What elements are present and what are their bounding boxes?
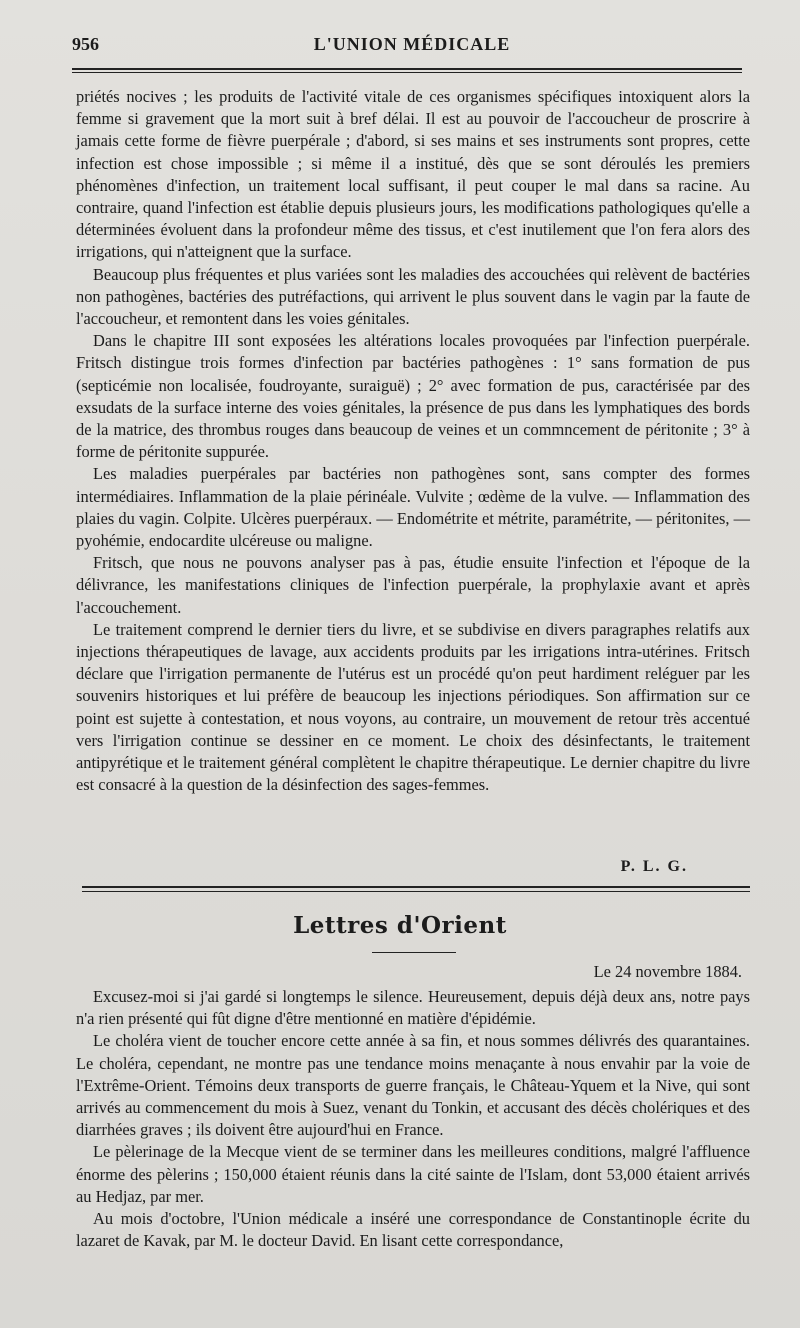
section-title: Lettres d'Orient [293, 912, 507, 939]
review-paragraph: Beaucoup plus fréquentes et plus variées sont les maladies des accouchées qui relèvent de bactéries non pathogènes, bactéries des putréfactions, qui arrivent le plus souvent dans le vagin par la faute de l'accoucheur, et remontent dans les voies génitales. [76, 264, 750, 329]
letter-paragraph: Le choléra vient de toucher encore cette année à sa fin, et nous sommes délivrés des quarantaines. Le choléra, cependant, ne montre pas une tendance moins menaçante à nous envahir par la voie de l'Extrême-Orient. Témoins deux transports de guerre français, le Château-Yquem et la Nive, qui sont arrivés au commencement du mois à Suez, venant du Tonkin, et accusant des décès cholériques et des diarrhées graves ; ils doivent être aujourd'hui en France. [76, 1031, 750, 1140]
section-divider [82, 886, 750, 888]
letter-paragraph: Le pèlerinage de la Mecque vient de se terminer dans les meilleures conditions, malgré l'affluence énorme des pèlerins ; 150,000 étaient réunis dans la cité sainte de l'Islam, dont 53,000 étaient arrivés au Hedjaz, par mer. [76, 1142, 750, 1206]
section-divider-thin [82, 891, 750, 892]
journal-title: L'UNION MÉDICALE [313, 34, 511, 54]
review-paragraph: Fritsch, que nous ne pouvons analyser pas à pas, étudie ensuite l'infection et l'époque de la délivrance, les manifestations cliniques de l'infection puerpérale, la prophylaxie avant et après l'accouchement. [76, 553, 750, 617]
review-signature: P. L. G. [620, 858, 688, 875]
running-header [72, 34, 752, 62]
title-underline [372, 952, 456, 953]
header-rule [72, 68, 742, 70]
review-paragraph: Le traitement comprend le dernier tiers du livre, et se subdivise en divers paragraphes relatifs aux injections thérapeutiques de lavage, aux accidents produits par les irrigations intra-utérines. Fritsch déclare que l'irrigation permanente de l'utérus est un procédé qu'on peut hardiment reléguer par les souvenirs historiques et lui préfère de beaucoup les injections périodiques. Son affirmation sur ce point est sujette à contestation, et nous voyons, au contraire, un mouvement de retour très accentué vers l'irrigation continue se dessiner en ce moment. Le choix des désinfectants, le traitement antipyrétique et le traitement général complètent le chapitre thérapeutique. Le dernier chapitre du livre est consacré à la question de la désinfection des sages-femmes. [76, 619, 750, 795]
letter-text [76, 986, 750, 1252]
letter-paragraph: Excusez-moi si j'ai gardé si longtemps le silence. Heureusement, depuis déjà deux ans, notre pays n'a rien présenté qui fût digne d'être mentionné en matière d'épidémie. [76, 987, 750, 1029]
header-rule-thin [72, 72, 742, 73]
review-paragraph: Dans le chapitre III sont exposées les altérations locales provoquées par l'infection puerpérale. Fritsch distingue trois formes d'infection par bactéries pathogènes : 1° sans formation de pus (septicémie non localisée, foudroyante, suraiguë) ; 2° avec formation de pus, caractérisée par des exsudats de la surface interne des voies génitales, la présence de pus dans les lymphatiques des bords de la matrice, des thrombus rouges dans beaucoup de veines et un commncement de péritonite ; 3° à forme de péritonite suppurée. [76, 331, 750, 462]
review-paragraph: priétés nocives ; les produits de l'activité vitale de ces organismes spécifiques intoxiquent alors la femme si gravement que la mort suit à bref délai. Il est au pouvoir de l'accoucheur de proscrire à jamais cette forme de fièvre puerpérale ; d'abord, si ses mains et ses instruments sont propres, cette infection est chose impossible ; si même il a institué, dès que se sont déroulés les premiers phénomènes d'infection, un traitement local suffisant, il peut couper le mal dans sa racine. Au contraire, quand l'infection est établie depuis plusieurs jours, les modifications pathologiques qu'elle a déterminées évoluent dans la profondeur même des tissus, et c'est inutilement que l'on fera alors des irrigations, qui n'atteignent que la surface. [76, 87, 750, 262]
review-paragraph: Les maladies puerpérales par bactéries non pathogènes sont, sans compter des formes intermédiaires. Inflammation de la plaie périnéale. Vulvite ; œdème de la vulve. — Inflammation des plaies du vagin. Colpite. Ulcères puerpéraux. — Endométrite et métrite, paramétrite, — péritonites, — pyohémie, endocardite ulcéreuse ou maligne. [76, 464, 750, 551]
letter-date: Le 24 novembre 1884. [593, 962, 742, 981]
letter-paragraph: Au mois d'octobre, l'Union médicale a inséré une correspondance de Constantinople écrite du lazaret de Kavak, par M. le docteur David. En lisant cette correspondance, [76, 1209, 750, 1251]
book-review-text [76, 86, 750, 797]
page-number: 956 [72, 34, 99, 54]
